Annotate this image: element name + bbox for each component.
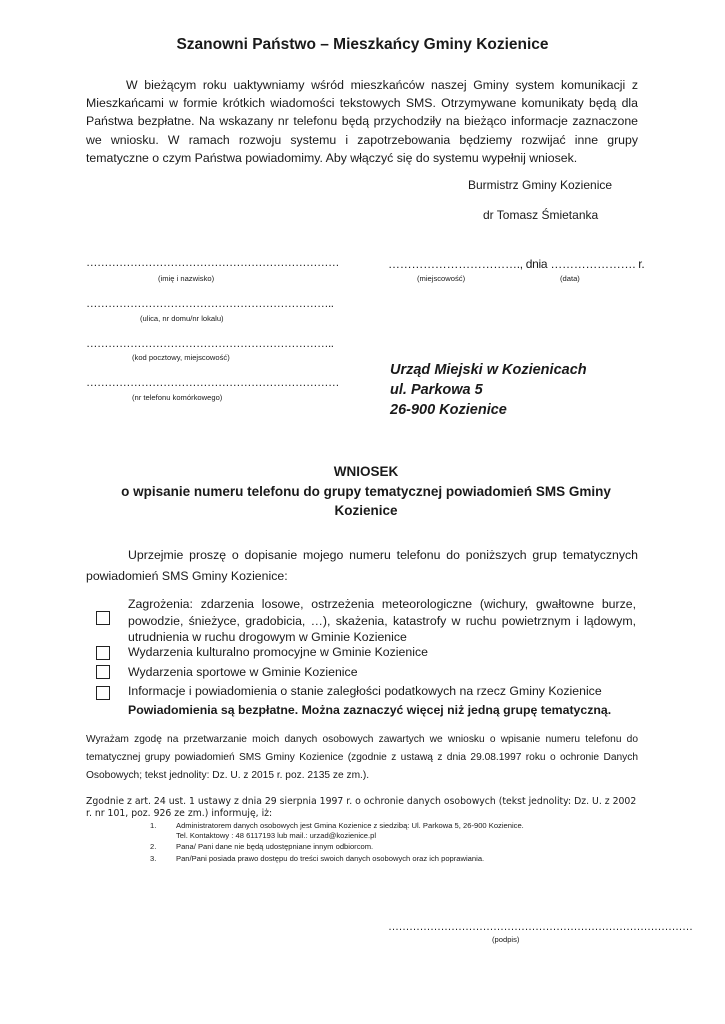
phone-field-line[interactable]: …………………………………………………………… bbox=[86, 377, 339, 389]
legal-item-text: Administratorem danych osobowych jest Gmina Kozienice z siedzibą: Ul. Parkowa 5, 26-900 Kozienice. bbox=[176, 821, 524, 830]
legal-item-contact: Tel. Kontaktowy : 48 6117193 lub mail.: urzad@kozienice.pl bbox=[176, 831, 377, 840]
street-field-line[interactable]: ………………………………………………………….. bbox=[86, 298, 334, 310]
legal-item-number: 1. bbox=[150, 821, 157, 830]
date-caption: (data) bbox=[560, 274, 580, 283]
checkbox-threats[interactable] bbox=[96, 611, 110, 625]
place-date-line[interactable]: ……………………………., dnia …………………. r. bbox=[388, 257, 645, 271]
page-title: Szanowni Państwo – Mieszkańcy Gminy Kozienice bbox=[176, 36, 549, 53]
phone-caption: (nr telefonu komórkowego) bbox=[132, 393, 223, 402]
legal-item-number: 2. bbox=[150, 842, 157, 851]
street-caption: (ulica, nr domu/nr lokalu) bbox=[140, 314, 224, 323]
legal-item-number: 3. bbox=[150, 854, 157, 863]
postal-caption: (kod pocztowy, miejscowość) bbox=[132, 353, 230, 362]
signer-name: dr Tomasz Śmietanka bbox=[483, 208, 599, 222]
signer-role: Burmistrz Gminy Kozienice bbox=[468, 178, 613, 192]
legal-intro: Zgodnie z art. 24 ust. 1 ustawy z dnia 29 sierpnia 1997 r. o ochronie danych osobowych (tekst jednolity: Dz. U. z 2002 r. nr 101, poz. 926 ze zm.) informuję, iż: bbox=[86, 796, 637, 819]
option-tax: Informacje i powiadomienia o stanie zaległości podatkowych na rzecz Gminy Kozienice bbox=[128, 684, 602, 698]
name-field-line[interactable]: …………………………………………………………… bbox=[86, 257, 339, 269]
application-subtitle: o wpisanie numeru telefonu do grupy tematycznej powiadomień SMS Gminy Kozienice bbox=[121, 484, 611, 518]
recipient-office: Urząd Miejski w Kozienicach bbox=[390, 362, 587, 378]
recipient-street: ul. Parkowa 5 bbox=[390, 382, 483, 398]
postal-field-line[interactable]: ………………………………………………………….. bbox=[86, 338, 334, 350]
consent-paragraph: Wyrażam zgodę na przetwarzanie moich danych osobowych zawartych we wniosku o wpisanie numeru telefonu do tematycznej grupy powiadomień SMS Gminy Kozienice (zgodnie z ustawą z dnia 29.08.1997 roku o ochronie Danych Osobowych; tekst jednolity: Dz. U. z 2015 r. poz. 2135 ze zm.). bbox=[86, 734, 638, 781]
application-title: WNIOSEK bbox=[333, 464, 399, 479]
name-caption: (imię i nazwisko) bbox=[158, 274, 215, 283]
signature-line[interactable]: …………………………………………………………………………… bbox=[388, 921, 693, 933]
option-sports: Wydarzenia sportowe w Gminie Kozienice bbox=[128, 665, 358, 679]
intro-paragraph: W bieżącym roku uaktywniamy wśród mieszkańców naszej Gminy system komunikacji z Mieszkańcami w formie krótkich wiadomości tekstowych SMS. Otrzymywane komunikaty będą dla Państwa bezpłatne. Na wskazany nr telefonu będą przychodziły na bieżąco informacje zaznaczone we wniosku. W ramach rozwoju systemu i zapotrzebowania będziemy rozwijać inne grupy tematyczne o czym Państwa powiadomimy. Aby włączyć się do systemu wypełnij wniosek. bbox=[86, 78, 638, 165]
place-caption: (miejscowość) bbox=[417, 274, 466, 283]
checkbox-culture[interactable] bbox=[96, 646, 110, 660]
request-paragraph: Uprzejmie proszę o dopisanie mojego numeru telefonu do poniższych grup tematycznych powiadomień SMS Gminy Kozienice: bbox=[86, 548, 638, 583]
recipient-city: 26-900 Kozienice bbox=[390, 402, 507, 418]
option-culture: Wydarzenia kulturalno promocyjne w Gminie Kozienice bbox=[128, 645, 428, 659]
checkbox-sports[interactable] bbox=[96, 665, 110, 679]
free-note: Powiadomienia są bezpłatne. Można zaznaczyć więcej niż jedną grupę tematyczną. bbox=[128, 703, 612, 717]
checkbox-tax[interactable] bbox=[96, 686, 110, 700]
legal-item-text: Pan/Pani posiada prawo dostępu do treści swoich danych osobowych oraz ich poprawiania. bbox=[176, 854, 485, 863]
legal-item-text: Pana/ Pani dane nie będą udostępniane innym odbiorcom. bbox=[176, 842, 374, 851]
signature-caption: (podpis) bbox=[492, 935, 520, 944]
option-threats: Zagrożenia: zdarzenia losowe, ostrzeżenia meteorologiczne (wichury, gwałtowne burze, powodzie, śnieżyce, gradobicia, …), skażenia, katastrofy w ruchu powietrznym i lądowym, utrudnienia w ruchu drogowym w Gminie Kozienice bbox=[128, 597, 636, 644]
